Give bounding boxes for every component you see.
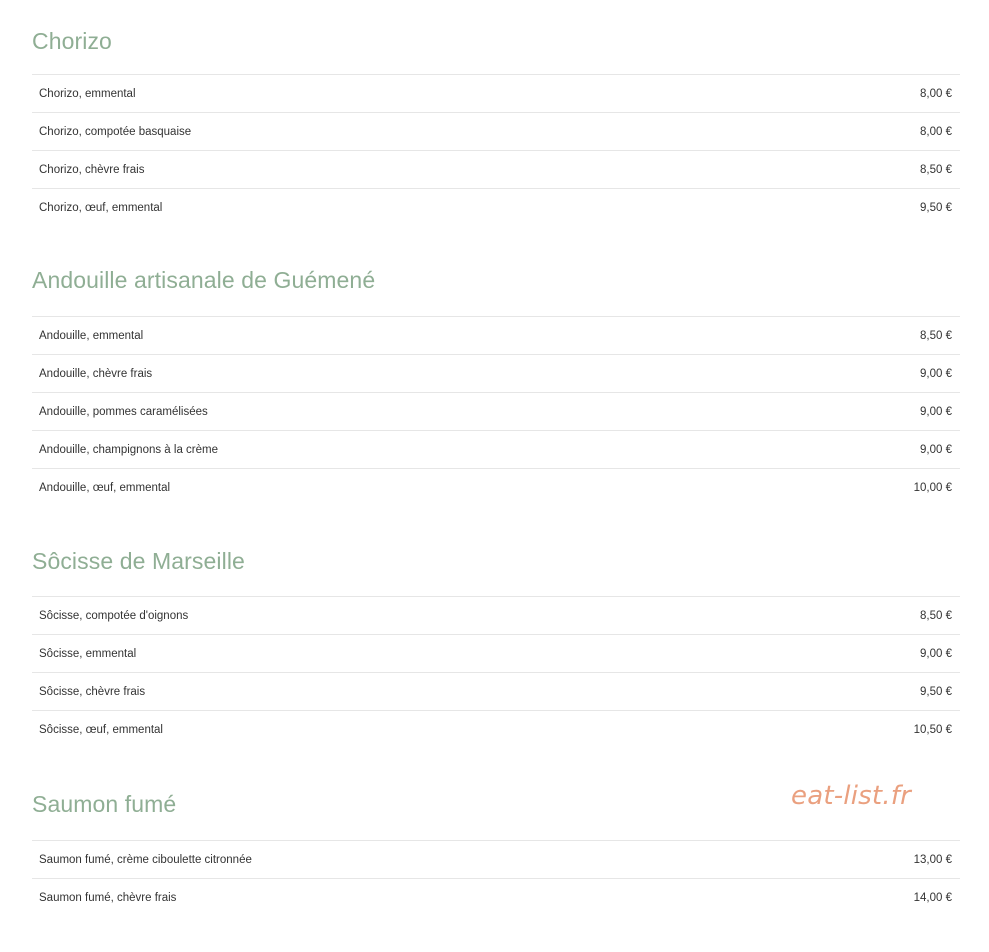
item-list xyxy=(32,74,960,226)
item-price: 9,00 € xyxy=(920,405,952,418)
item-price: 9,50 € xyxy=(920,685,952,698)
item-name: Andouille, champignons à la crème xyxy=(39,443,218,456)
section-andouille xyxy=(32,226,960,506)
section-socisse xyxy=(32,506,960,748)
item-price: 14,00 € xyxy=(913,891,952,904)
list-item xyxy=(32,317,960,355)
item-name: Sôcisse, compotée d'oignons xyxy=(39,609,189,622)
list-item xyxy=(32,431,960,469)
item-price: 10,50 € xyxy=(913,723,952,736)
item-price: 8,50 € xyxy=(920,329,952,342)
section-title: Saumon fumé xyxy=(32,791,177,817)
section-title: Andouille artisanale de Guémené xyxy=(32,267,376,293)
item-name: Chorizo, compotée basquaise xyxy=(39,125,192,138)
section-title: Sôcisse de Marseille xyxy=(32,548,245,574)
item-list xyxy=(32,596,960,748)
item-name: Sôcisse, chèvre frais xyxy=(39,685,146,698)
item-price: 8,00 € xyxy=(920,87,952,100)
item-list xyxy=(32,316,960,506)
section-chorizo xyxy=(32,0,960,226)
list-item xyxy=(32,75,960,113)
list-item xyxy=(32,597,960,635)
list-item xyxy=(32,113,960,151)
list-item xyxy=(32,711,960,748)
list-item xyxy=(32,841,960,879)
list-item xyxy=(32,189,960,226)
item-name: Saumon fumé, chèvre frais xyxy=(39,891,177,904)
list-item xyxy=(32,879,960,916)
menu xyxy=(32,0,960,916)
list-item xyxy=(32,673,960,711)
list-item xyxy=(32,635,960,673)
item-price: 9,00 € xyxy=(920,647,952,660)
list-item xyxy=(32,469,960,506)
item-name: Sôcisse, emmental xyxy=(39,647,137,660)
item-price: 9,00 € xyxy=(920,443,952,456)
item-price: 8,00 € xyxy=(920,125,952,138)
item-price: 9,50 € xyxy=(920,201,952,214)
item-price: 13,00 € xyxy=(913,853,952,866)
item-price: 8,50 € xyxy=(920,609,952,622)
item-name: Chorizo, œuf, emmental xyxy=(39,201,163,214)
item-name: Andouille, œuf, emmental xyxy=(39,481,171,494)
list-item xyxy=(32,151,960,189)
list-item xyxy=(32,393,960,431)
section-title: Chorizo xyxy=(32,28,112,54)
section-saumon xyxy=(32,748,960,916)
item-name: Andouille, pommes caramélisées xyxy=(39,405,208,418)
item-price: 8,50 € xyxy=(920,163,952,176)
item-name: Chorizo, chèvre frais xyxy=(39,163,145,176)
item-name: Andouille, chèvre frais xyxy=(39,367,153,380)
item-name: Saumon fumé, crème ciboulette citronnée xyxy=(39,853,252,866)
item-price: 10,00 € xyxy=(913,481,952,494)
item-name: Chorizo, emmental xyxy=(39,87,136,100)
item-name: Andouille, emmental xyxy=(39,329,144,342)
item-list xyxy=(32,840,960,916)
item-name: Sôcisse, œuf, emmental xyxy=(39,723,163,736)
watermark: eat-list.fr xyxy=(791,781,911,811)
list-item xyxy=(32,355,960,393)
item-price: 9,00 € xyxy=(920,367,952,380)
